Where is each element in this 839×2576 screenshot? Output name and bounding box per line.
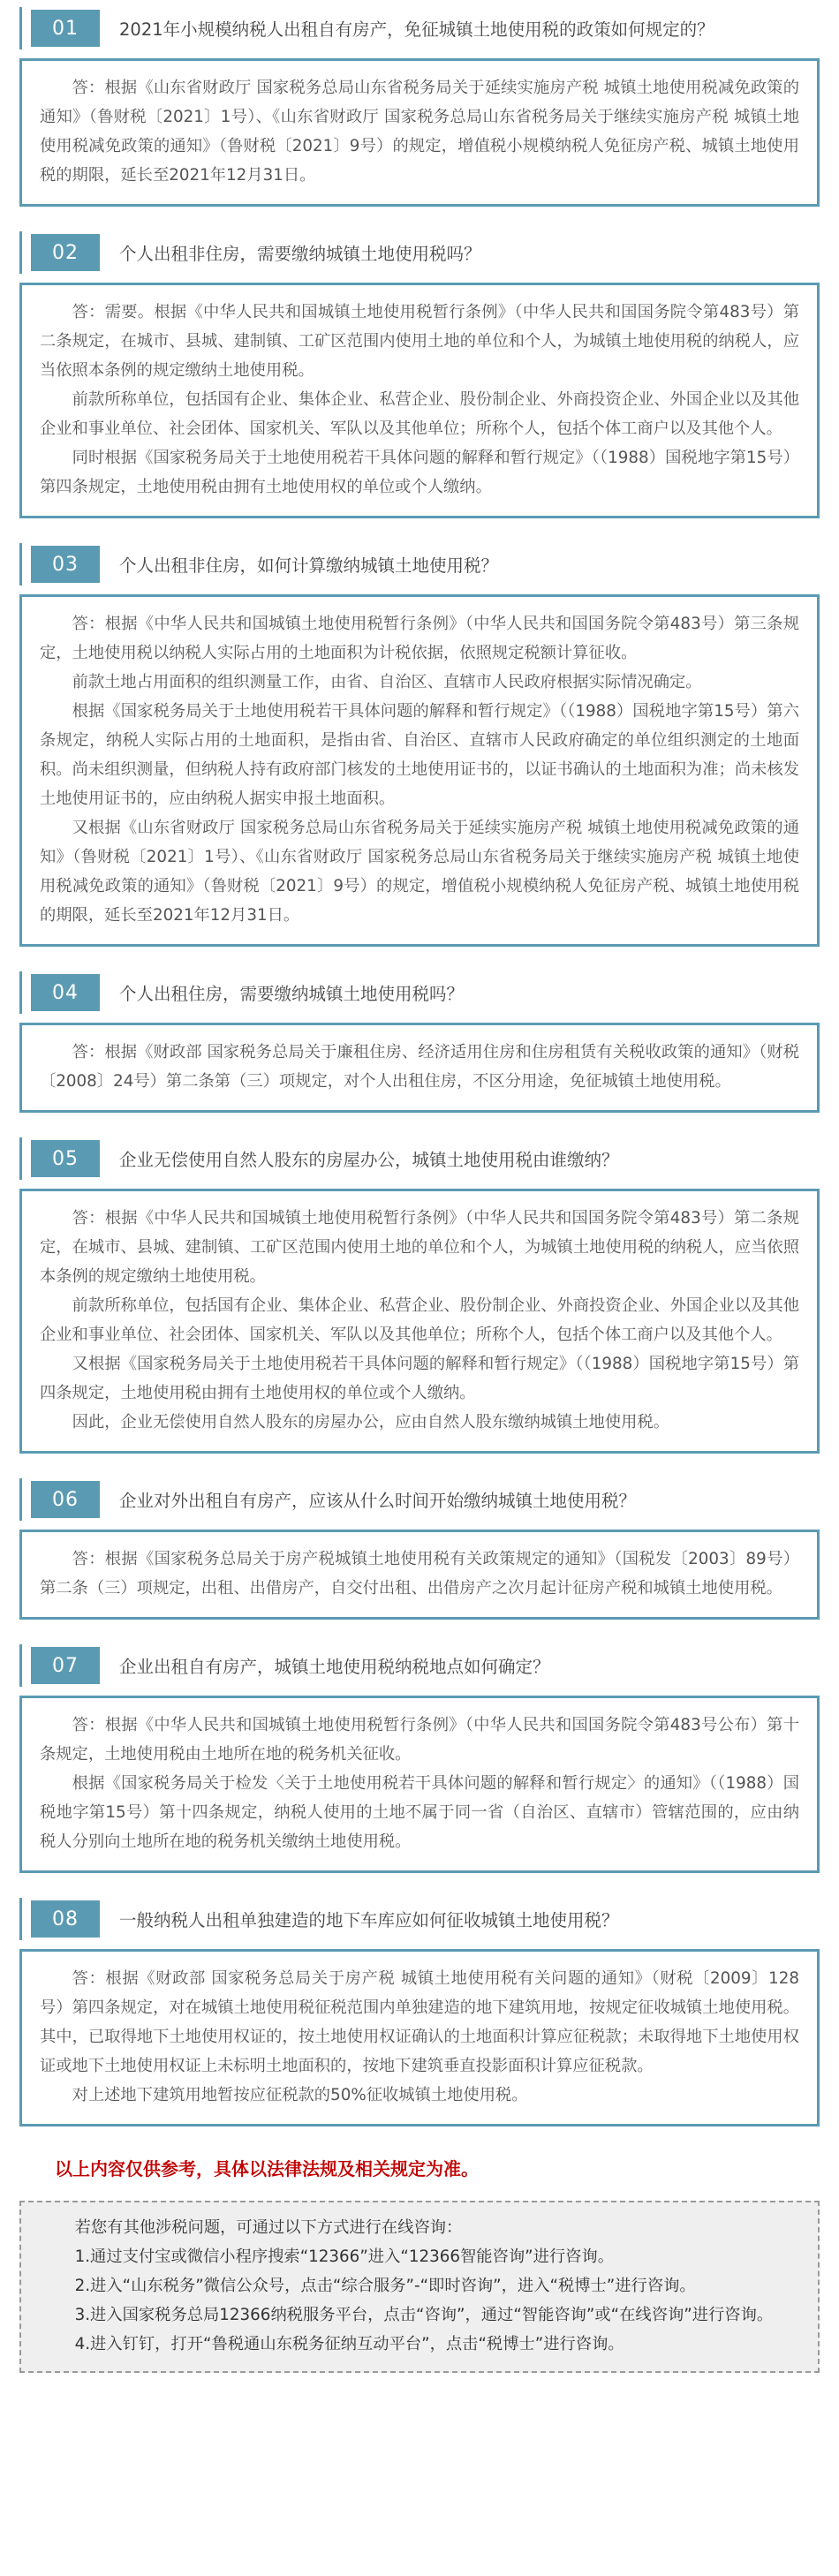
question-number-badge: 05 [31,1140,100,1177]
answer-paragraph: 答：根据《中华人民共和国城镇土地使用税暂行条例》（中华人民共和国国务院令第483号）第二条规定，在城市、县城、建制镇、工矿区范围内使用土地的单位和个人，为城镇土地使用税的纳税人，应当依照本条例的规定缴纳土地使用税。 [40,1209,799,1286]
qa-item [19,543,820,947]
question-row [19,1644,820,1687]
question-row [19,231,820,274]
answer-box [19,1949,820,2127]
question-row [19,971,820,1014]
qa-item [19,971,820,1113]
answer-paragraph: 答：根据《中华人民共和国城镇土地使用税暂行条例》（中华人民共和国国务院令第483号公布）第十条规定，土地使用税由土地所在地的税务机关征收。 [40,1716,799,1764]
question-row [19,1898,820,1940]
question-row [19,543,820,585]
answer-paragraph: 又根据《国家税务局关于土地使用税若干具体问题的解释和暂行规定》（（1988）国税地字第15号）第四条规定，土地使用税由拥有土地使用权的单位或个人缴纳。 [40,1355,799,1402]
answer-box [19,1530,820,1620]
question-number-badge: 03 [31,546,100,583]
qa-item [19,1644,820,1873]
answer-box [19,1023,820,1113]
question-text: 企业对外出租自有房产，应该从什么时间开始缴纳城镇土地使用税？ [119,1491,637,1511]
qa-list [19,7,820,2127]
answer-paragraph: 答：根据《财政部 国家税务总局关于房产税 城镇土地使用税有关问题的通知》（财税〔2009〕128号）第四条规定，对在城镇土地使用税征税范围内单独建造的地下建筑用地，按规定征收城镇土地使用税。其中，已取得地下土地使用权证的，按土地使用权证确认的土地面积计算应征税款；未取得地下土地使用权证或地下土地使用权证上未标明土地面积的，按地下建筑垂直投影面积计算应征税款。 [40,1969,799,2075]
question-number-badge: 02 [31,234,100,271]
question-text: 一般纳税人出租单独建造的地下车库应如何征收城镇土地使用税？ [119,1910,619,1930]
answer-paragraph: 答：需要。根据《中华人民共和国城镇土地使用税暂行条例》（中华人民共和国国务院令第483号）第二条规定，在城市、县城、建制镇、工矿区范围内使用土地的单位和个人，为城镇土地使用税的纳税人，应当依照本条例的规定缴纳土地使用税。 [40,303,799,380]
question-text: 个人出租非住房，需要缴纳城镇土地使用税吗？ [119,244,481,264]
question-row [19,1478,820,1521]
question-text: 个人出租非住房，如何计算缴纳城镇土地使用税？ [119,555,499,576]
consultation-item: 3.进入国家税务总局12366纳税服务平台，点击“咨询”，通过“智能咨询”或“在线咨询”进行咨询。 [74,2306,774,2324]
qa-item [19,7,820,207]
question-number-badge: 04 [31,974,100,1011]
answer-paragraph: 前款所称单位，包括国有企业、集体企业、私营企业、股份制企业、外商投资企业、外国企业以及其他企业和事业单位、社会团体、国家机关、军队以及其他单位；所称个人，包括个体工商户以及其他个人。 [40,1296,799,1344]
answer-box [19,1189,820,1454]
question-row [19,1137,820,1180]
answer-paragraph: 根据《国家税务局关于检发〈关于土地使用税若干具体问题的解释和暂行规定〉的通知》（（1988）国税地字第15号）第十四条规定，纳税人使用的土地不属于同一省（自治区、直辖市）管辖范围的，应由纳税人分别向土地所在地的税务机关缴纳土地使用税。 [40,1774,799,1851]
answer-paragraph: 因此，企业无偿使用自然人股东的房屋办公，应由自然人股东缴纳城镇土地使用税。 [72,1413,669,1432]
question-number-badge: 07 [31,1647,100,1684]
question-number-badge: 06 [31,1481,100,1518]
answer-paragraph: 答：根据《国家税务总局关于房产税城镇土地使用税有关政策规定的通知》（国税发〔2003〕89号）第二条（三）项规定，出租、出借房产，自交付出租、出借房产之次月起计征房产税和城镇土地使用税。 [40,1550,799,1598]
answer-paragraph: 根据《国家税务局关于土地使用税若干具体问题的解释和暂行规定》（（1988）国税地字第15号）第六条规定，纳税人实际占用的土地面积，是指由省、自治区、直辖市人民政府确定的单位组织测定的土地面积。尚未组织测量，但纳税人持有政府部门核发的土地使用证书的，以证书确认的土地面积为准；尚未核发土地使用证书的，应由纳税人据实申报土地面积。 [40,702,799,808]
question-text: 2021年小规模纳税人出租自有房产，免征城镇土地使用税的政策如何规定的？ [119,19,714,40]
answer-paragraph: 对上述地下建筑用地暂按应征税款的50%征收城镇土地使用税。 [72,2086,528,2104]
answer-box [19,594,820,947]
question-row [19,7,820,49]
consultation-item: 1.通过支付宝或微信小程序搜索“12366”进入“12366智能咨询”进行咨询。 [74,2247,614,2266]
question-number-badge: 01 [31,10,100,47]
qa-item [19,231,820,518]
answer-paragraph: 同时根据《国家税务局关于土地使用税若干具体问题的解释和暂行规定》（（1988）国税地字第15号）第四条规定，土地使用税由拥有土地使用权的单位或个人缴纳。 [40,449,799,496]
answer-paragraph: 前款所称单位，包括国有企业、集体企业、私营企业、股份制企业、外商投资企业、外国企业以及其他企业和事业单位、社会团体、国家机关、军队以及其他单位；所称个人，包括个体工商户以及其他个人。 [40,390,799,438]
consultation-item: 4.进入钉钉，打开“鲁税通山东税务征纳互动平台”，点击“税博士”进行咨询。 [74,2335,624,2353]
answer-paragraph: 答：根据《财政部 国家税务总局关于廉租住房、经济适用住房和住房租赁有关税收政策的通知》（财税〔2008〕24号）第二条第（三）项规定，对个人出租住房，不区分用途，免征城镇土地使用税。 [40,1043,799,1091]
answer-paragraph: 答：根据《中华人民共和国城镇土地使用税暂行条例》（中华人民共和国国务院令第483号）第三条规定，土地使用税以纳税人实际占用的土地面积为计税依据，依照规定税额计算征收。 [40,615,799,662]
consultation-box [19,2201,820,2373]
consultation-intro: 若您有其他涉税问题，可通过以下方式进行在线咨询： [74,2218,463,2237]
qa-item [19,1478,820,1620]
qa-item [19,1898,820,2127]
question-text: 企业出租自有房产，城镇土地使用税纳税地点如何确定？ [119,1657,550,1677]
disclaimer-note: 以上内容仅供参考，具体以法律法规及相关规定为准。 [55,2158,479,2179]
answer-paragraph: 前款土地占用面积的组织测量工作，由省、自治区、直辖市人民政府根据实际情况确定。 [72,673,702,691]
consultation-item: 2.进入“山东税务”微信公众号，点击“综合服务”-“即时咨询”，进入“税博士”进行咨询。 [74,2277,696,2295]
answer-box [19,283,820,518]
answer-paragraph: 答：根据《山东省财政厅 国家税务总局山东省税务局关于延续实施房产税 城镇土地使用税减免政策的通知》（鲁财税〔2021〕1号）、《山东省财政厅 国家税务总局山东省税务局关于继续实施房产税 城镇土地使用税减免政策的通知》（鲁财税〔2021〕9号）的规定，增值税小规模纳税人免征房产税、城镇土地使用税的期限，延长至2021年12月31日。 [40,79,799,185]
question-text: 个人出租住房，需要缴纳城镇土地使用税吗？ [119,984,465,1004]
qa-item [19,1137,820,1454]
answer-box [19,1696,820,1873]
question-text: 企业无偿使用自然人股东的房屋办公，城镇土地使用税由谁缴纳？ [119,1150,619,1170]
question-number-badge: 08 [31,1900,100,1938]
answer-paragraph: 又根据《山东省财政厅 国家税务总局山东省税务局关于延续实施房产税 城镇土地使用税减免政策的通知》（鲁财税〔2021〕1号）、《山东省财政厅 国家税务总局山东省税务局关于继续实施房产税 城镇土地使用税减免政策的通知》（鲁财税〔2021〕9号）的规定，增值税小规模纳税人免征房产税、城镇土地使用税的期限，延长至2021年12月31日。 [40,819,799,925]
answer-box [19,58,820,207]
